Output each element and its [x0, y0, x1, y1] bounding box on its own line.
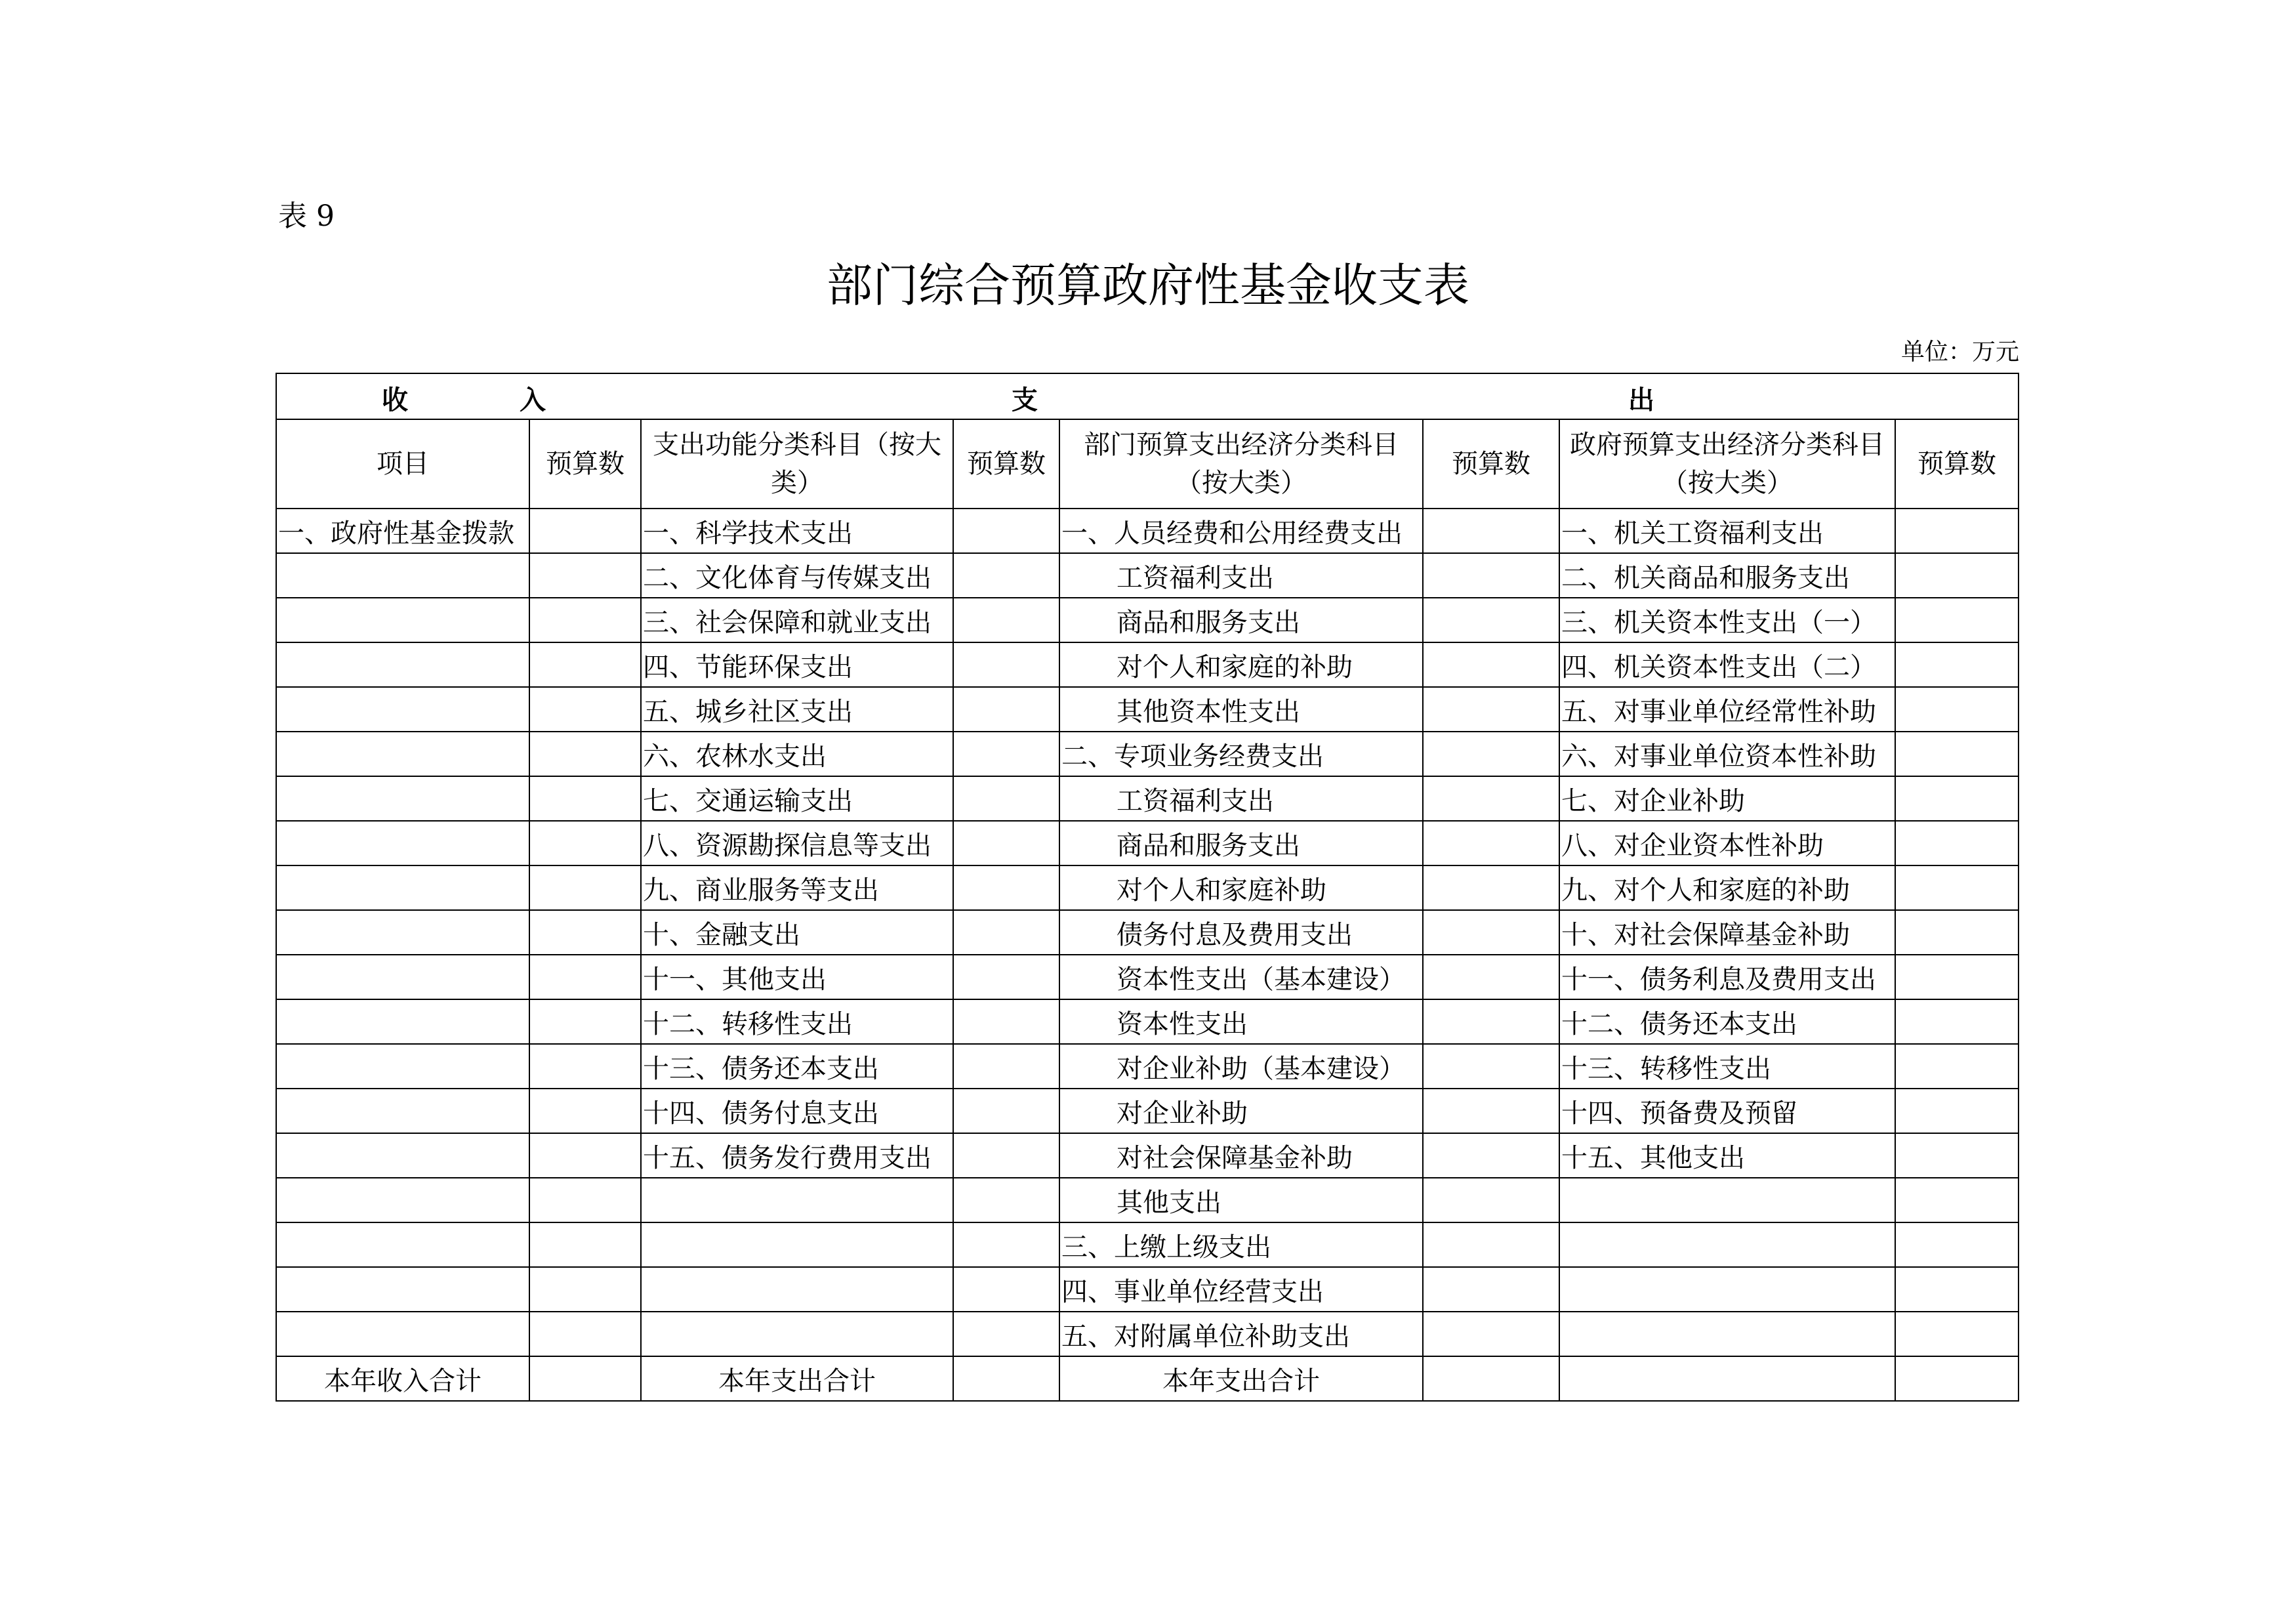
budget-cell — [1895, 642, 2019, 687]
budget-cell — [529, 865, 641, 910]
government-item-cell: 十、对社会保障基金补助 — [1559, 910, 1895, 955]
budget-cell — [1423, 687, 1559, 732]
income-item-cell — [276, 955, 529, 999]
functional-item-cell: 十、金融支出 — [641, 910, 953, 955]
income-item-cell — [276, 642, 529, 687]
budget-cell — [953, 776, 1059, 821]
table-row — [276, 1222, 2019, 1267]
functional-item-cell: 七、交通运输支出 — [641, 776, 953, 821]
government-item-cell — [1559, 1178, 1895, 1222]
department-item-cell: 工资福利支出 — [1059, 776, 1423, 821]
department-item-cell: 资本性支出 — [1059, 999, 1423, 1044]
budget-cell — [529, 598, 641, 642]
table-row — [276, 1267, 2019, 1312]
table-row — [276, 776, 2019, 821]
section-expense-char-1: 支 — [1012, 385, 1038, 415]
department-item-cell: 商品和服务支出 — [1059, 821, 1423, 865]
income-item-cell — [276, 999, 529, 1044]
government-item-cell: 十二、债务还本支出 — [1559, 999, 1895, 1044]
income-item-cell — [276, 1044, 529, 1089]
budget-cell — [953, 1089, 1059, 1133]
table-row — [276, 1178, 2019, 1222]
unit-label: 单位：万元 — [1900, 339, 2019, 365]
department-item-cell: 四、事业单位经营支出 — [1059, 1267, 1423, 1312]
budget-cell — [1559, 1356, 1895, 1401]
budget-cell — [953, 865, 1059, 910]
table-row — [276, 865, 2019, 910]
table-row — [276, 821, 2019, 865]
section-header-cell — [276, 373, 2019, 419]
budget-cell — [1423, 1356, 1559, 1401]
budget-cell — [1423, 642, 1559, 687]
functional-item-cell: 八、资源勘探信息等支出 — [641, 821, 953, 865]
column-header-row — [276, 419, 2019, 509]
budget-cell — [529, 509, 641, 553]
table-row — [276, 509, 2019, 553]
budget-cell — [953, 910, 1059, 955]
income-item-cell — [276, 1089, 529, 1133]
column-header-functional: 支出功能分类科目（按大类） — [641, 419, 953, 509]
budget-cell — [953, 1044, 1059, 1089]
budget-cell — [529, 910, 641, 955]
column-header-item: 项目 — [276, 419, 529, 509]
functional-item-cell: 十一、其他支出 — [641, 955, 953, 999]
budget-cell — [953, 1222, 1059, 1267]
budget-cell — [953, 955, 1059, 999]
budget-cell — [1423, 1267, 1559, 1312]
table-row — [276, 1133, 2019, 1178]
income-item-cell — [276, 776, 529, 821]
functional-item-cell: 五、城乡社区支出 — [641, 687, 953, 732]
budget-cell — [1423, 598, 1559, 642]
budget-cell — [1895, 999, 2019, 1044]
income-item-cell — [276, 1178, 529, 1222]
income-item-cell — [276, 1133, 529, 1178]
budget-cell — [529, 955, 641, 999]
department-item-cell: 对企业补助（基本建设） — [1059, 1044, 1423, 1089]
department-item-cell: 对个人和家庭的补助 — [1059, 642, 1423, 687]
functional-item-cell — [641, 1178, 953, 1222]
functional-item-cell — [641, 1312, 953, 1356]
income-item-cell — [276, 732, 529, 776]
column-header-budget: 预算数 — [529, 419, 641, 509]
budget-cell — [953, 1133, 1059, 1178]
budget-cell — [1895, 687, 2019, 732]
table-row — [276, 598, 2019, 642]
income-item-cell — [276, 1267, 529, 1312]
budget-cell — [1423, 1044, 1559, 1089]
table-label: 表 9 — [278, 199, 335, 233]
functional-item-cell: 六、农林水支出 — [641, 732, 953, 776]
budget-cell — [1423, 910, 1559, 955]
column-header-budget: 预算数 — [953, 419, 1059, 509]
government-item-cell — [1559, 1222, 1895, 1267]
budget-cell — [1895, 910, 2019, 955]
budget-cell — [1423, 776, 1559, 821]
government-item-cell: 七、对企业补助 — [1559, 776, 1895, 821]
department-item-cell: 工资福利支出 — [1059, 553, 1423, 598]
department-item-cell: 其他支出 — [1059, 1178, 1423, 1222]
table-row — [276, 687, 2019, 732]
budget-cell — [529, 999, 641, 1044]
budget-cell — [1895, 553, 2019, 598]
functional-item-cell — [641, 1267, 953, 1312]
income-item-cell — [276, 598, 529, 642]
department-item-cell: 对社会保障基金补助 — [1059, 1133, 1423, 1178]
budget-cell — [1423, 1222, 1559, 1267]
budget-cell — [529, 1044, 641, 1089]
budget-cell — [529, 1267, 641, 1312]
budget-cell — [953, 1267, 1059, 1312]
budget-cell — [1423, 821, 1559, 865]
budget-cell — [1895, 1178, 2019, 1222]
functional-item-cell: 十二、转移性支出 — [641, 999, 953, 1044]
budget-cell — [953, 598, 1059, 642]
department-item-cell: 资本性支出（基本建设） — [1059, 955, 1423, 999]
income-item-cell — [276, 687, 529, 732]
budget-table — [276, 373, 2019, 1402]
functional-item-cell: 十五、债务发行费用支出 — [641, 1133, 953, 1178]
income-item-cell — [276, 1222, 529, 1267]
budget-cell — [1895, 1312, 2019, 1356]
table-row — [276, 999, 2019, 1044]
table-row — [276, 1089, 2019, 1133]
income-item-cell — [276, 1312, 529, 1356]
budget-cell — [1895, 1089, 2019, 1133]
budget-cell — [953, 687, 1059, 732]
section-income-char-1: 收 — [382, 385, 408, 415]
budget-cell — [529, 687, 641, 732]
functional-item-cell: 十三、债务还本支出 — [641, 1044, 953, 1089]
budget-cell — [1895, 1133, 2019, 1178]
department-item-cell: 二、专项业务经费支出 — [1059, 732, 1423, 776]
section-header-row — [276, 373, 2019, 419]
functional-total-label: 本年支出合计 — [641, 1356, 953, 1401]
department-item-cell: 五、对附属单位补助支出 — [1059, 1312, 1423, 1356]
budget-cell — [529, 1178, 641, 1222]
department-item-cell: 一、人员经费和公用经费支出 — [1059, 509, 1423, 553]
column-header-budget: 预算数 — [1423, 419, 1559, 509]
budget-cell — [953, 553, 1059, 598]
department-item-cell: 三、上缴上级支出 — [1059, 1222, 1423, 1267]
budget-cell — [953, 732, 1059, 776]
section-expense-char-2: 出 — [1628, 385, 1654, 415]
column-header-government: 政府预算支出经济分类科目（按大类） — [1559, 419, 1895, 509]
budget-cell — [529, 1133, 641, 1178]
budget-cell — [1423, 509, 1559, 553]
column-header-department: 部门预算支出经济分类科目（按大类） — [1059, 419, 1423, 509]
income-item-cell — [276, 910, 529, 955]
department-item-cell: 商品和服务支出 — [1059, 598, 1423, 642]
budget-cell — [1423, 553, 1559, 598]
government-item-cell: 十一、债务利息及费用支出 — [1559, 955, 1895, 999]
government-item-cell — [1559, 1312, 1895, 1356]
budget-cell — [953, 1356, 1059, 1401]
budget-cell — [1895, 598, 2019, 642]
budget-cell — [529, 1089, 641, 1133]
government-item-cell: 十五、其他支出 — [1559, 1133, 1895, 1178]
table-row — [276, 732, 2019, 776]
table-row — [276, 1044, 2019, 1089]
budget-cell — [1895, 776, 2019, 821]
income-item-cell — [276, 865, 529, 910]
budget-cell — [1423, 1178, 1559, 1222]
column-header-budget: 预算数 — [1895, 419, 2019, 509]
budget-cell — [529, 732, 641, 776]
budget-cell — [1423, 1133, 1559, 1178]
budget-cell — [1895, 1267, 2019, 1312]
budget-cell — [953, 642, 1059, 687]
department-item-cell: 其他资本性支出 — [1059, 687, 1423, 732]
budget-cell — [1895, 955, 2019, 999]
budget-cell — [1423, 732, 1559, 776]
functional-item-cell: 三、社会保障和就业支出 — [641, 598, 953, 642]
department-item-cell: 对企业补助 — [1059, 1089, 1423, 1133]
government-item-cell: 十三、转移性支出 — [1559, 1044, 1895, 1089]
functional-item-cell — [641, 1222, 953, 1267]
budget-cell — [1895, 509, 2019, 553]
budget-cell — [529, 642, 641, 687]
table-row — [276, 642, 2019, 687]
department-total-label: 本年支出合计 — [1059, 1356, 1423, 1401]
budget-cell — [529, 821, 641, 865]
budget-cell — [1895, 732, 2019, 776]
government-item-cell: 四、机关资本性支出（二） — [1559, 642, 1895, 687]
table-row — [276, 1312, 2019, 1356]
functional-item-cell: 十四、债务付息支出 — [641, 1089, 953, 1133]
government-item-cell — [1559, 1267, 1895, 1312]
government-item-cell: 六、对事业单位资本性补助 — [1559, 732, 1895, 776]
budget-cell — [1423, 1312, 1559, 1356]
budget-cell — [529, 553, 641, 598]
government-item-cell: 五、对事业单位经常性补助 — [1559, 687, 1895, 732]
totals-row — [276, 1356, 2019, 1401]
budget-cell — [1895, 1044, 2019, 1089]
government-item-cell: 十四、预备费及预留 — [1559, 1089, 1895, 1133]
budget-cell — [953, 1178, 1059, 1222]
functional-item-cell: 二、文化体育与传媒支出 — [641, 553, 953, 598]
table-row — [276, 955, 2019, 999]
department-item-cell: 债务付息及费用支出 — [1059, 910, 1423, 955]
income-item-cell — [276, 821, 529, 865]
government-item-cell: 二、机关商品和服务支出 — [1559, 553, 1895, 598]
budget-cell — [1895, 1222, 2019, 1267]
budget-cell — [1423, 865, 1559, 910]
page-title: 部门综合预算政府性基金收支表 — [827, 259, 1469, 312]
budget-cell — [529, 1222, 641, 1267]
income-item-cell — [276, 553, 529, 598]
budget-cell — [953, 999, 1059, 1044]
budget-cell — [953, 821, 1059, 865]
section-income-char-2: 入 — [520, 385, 546, 415]
budget-cell — [529, 1312, 641, 1356]
budget-cell — [1423, 955, 1559, 999]
income-item-cell: 一、政府性基金拨款 — [276, 509, 529, 553]
government-item-cell: 九、对个人和家庭的补助 — [1559, 865, 1895, 910]
government-item-cell: 三、机关资本性支出（一） — [1559, 598, 1895, 642]
budget-cell — [953, 1312, 1059, 1356]
budget-cell — [1895, 1356, 2019, 1401]
budget-cell — [1423, 999, 1559, 1044]
government-item-cell: 一、机关工资福利支出 — [1559, 509, 1895, 553]
budget-cell — [529, 776, 641, 821]
budget-cell — [1895, 865, 2019, 910]
budget-cell — [1423, 1089, 1559, 1133]
table-row — [276, 910, 2019, 955]
government-item-cell: 八、对企业资本性补助 — [1559, 821, 1895, 865]
functional-item-cell: 九、商业服务等支出 — [641, 865, 953, 910]
functional-item-cell: 四、节能环保支出 — [641, 642, 953, 687]
budget-cell — [529, 1356, 641, 1401]
income-total-label: 本年收入合计 — [276, 1356, 529, 1401]
budget-cell — [1895, 821, 2019, 865]
functional-item-cell: 一、科学技术支出 — [641, 509, 953, 553]
table-row — [276, 553, 2019, 598]
budget-cell — [953, 509, 1059, 553]
department-item-cell: 对个人和家庭补助 — [1059, 865, 1423, 910]
